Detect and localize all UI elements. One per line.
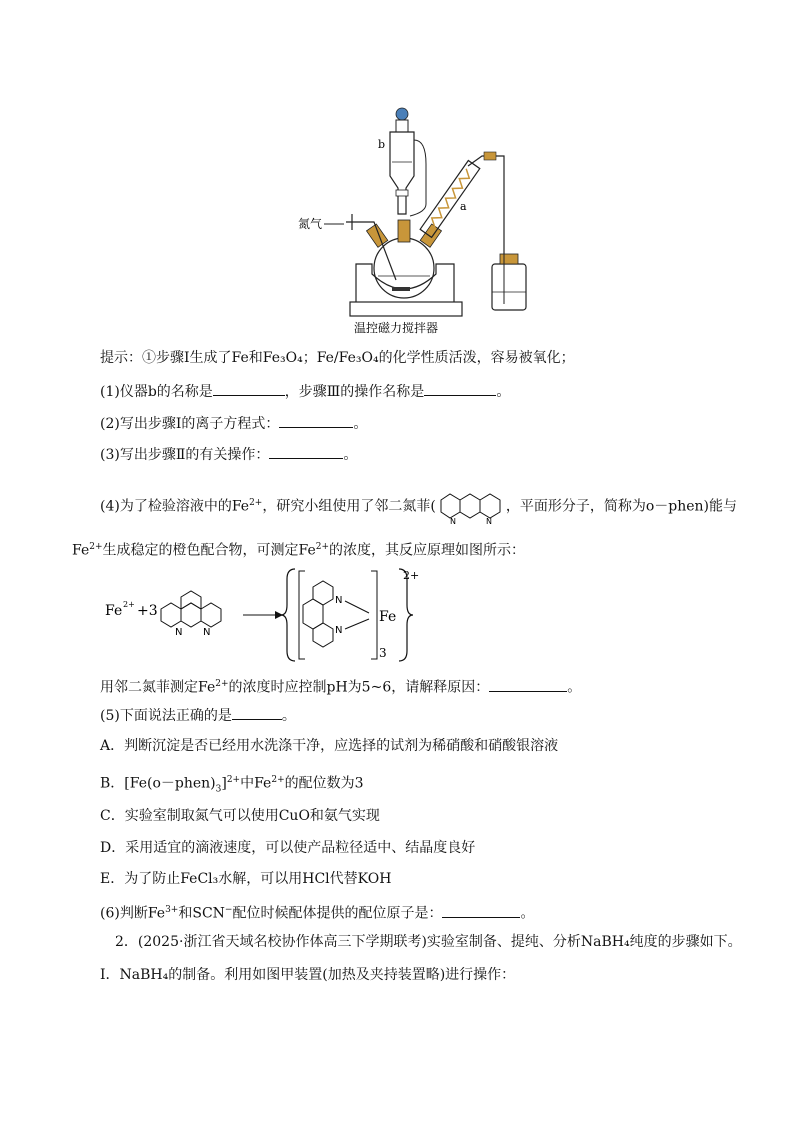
question-4: (4)为了检验溶液中的$Fe^{2+}$，研究小组使用了邻二氮菲( N N ，平面形分子，简称为o－phen)能与 [100,484,737,526]
reaction-scheme [103,565,423,665]
gas-bottle [492,264,526,310]
option-a: A．判断沉淀是否已经用水洗涤干净，应选择的试剂为稀硝酸和硝酸银溶液 [100,738,559,754]
label-a: a [460,200,467,213]
svg-text:N: N [203,627,211,638]
answer-blank[interactable] [442,903,520,918]
answer-blank[interactable] [269,444,343,459]
svg-text:3: 3 [379,646,387,660]
svg-text:+3: +3 [137,603,158,619]
svg-text:Fe: Fe [105,603,123,619]
svg-text:2+: 2+ [123,600,135,609]
question-4-ask: 用邻二氮菲测定$Fe^{2+}$的浓度时应控制pH为5~6，请解释原因： 。 [100,674,581,698]
option-c: C．实验室制取氮气可以使用CuO和氨气实现 [100,808,380,824]
funnel-stopper [396,108,408,120]
svg-text:N: N [335,595,343,606]
option-d: D．采用适宜的滴液速度，可以使产品粒径适中、结晶度良好 [100,840,476,856]
condenser [420,161,480,238]
svg-text:Fe: Fe [379,609,397,625]
problem-2-step-1: Ⅰ．NaBH₄的制备。利用如图甲装置(加热及夹持装置略)进行操作： [100,967,516,983]
label-gas: 氮气 [298,217,323,231]
hint-line: 提示：①步骤Ⅰ生成了Fe和Fe₃O₄；Fe/Fe₃O₄的化学性质活泼，容易被氧化； [100,350,575,366]
stirrer-base [350,302,462,316]
question-2: (2)写出步骤Ⅰ的离子方程式： 。 [100,413,367,434]
answer-blank[interactable] [279,413,353,428]
svg-text:N: N [335,625,343,636]
brace-left [281,569,295,661]
svg-text:N: N [449,516,456,526]
answer-blank[interactable] [213,381,285,396]
phenanthroline-structure [436,488,506,526]
question-5: (5)下面说法正确的是 。 [100,705,296,726]
question-6: (6)判断$Fe^{3+}$和SCN−配位时候配体提供的配位原子是： 。 [100,900,534,924]
problem-2-header: 2．(2025·浙江省天域名校协作体高三下学期联考)实验室制备、提纯、分析NaBH₄纯度的步骤如下。 [115,934,742,950]
answer-blank[interactable] [489,677,567,692]
apparatus-caption: 温控磁力搅拌器 [354,321,439,335]
option-e: E．为了防止FeCl₃水解，可以用HCl代替KOH [100,871,392,887]
outlet-tube [468,156,504,254]
question-4-line2: $Fe^{2+}$生成稳定的橙色配合物，可测定$Fe^{2+}$的浓度，其反应原理如图所示： [72,542,526,559]
apparatus-figure [292,104,532,336]
svg-text:N: N [175,627,183,638]
label-b: b [378,138,386,151]
phen-reactant [161,591,221,638]
answer-blank[interactable] [424,381,496,396]
dropping-funnel [390,132,414,214]
option-b: B．$[Fe(o-phen)_3]^{2+}$中$Fe^{2+}$的配位数为3 [100,775,364,795]
question-3: (3)写出步骤Ⅱ的有关操作： 。 [100,444,357,465]
answer-blank[interactable] [232,705,282,720]
stir-bar [392,287,410,291]
stirrer-body [356,264,454,302]
svg-text:N: N [485,516,492,526]
phen-ligand [303,581,369,647]
svg-text:2+: 2+ [403,569,420,582]
question-1: (1)仪器b的名称是 ，步骤Ⅲ的操作名称是 。 [100,381,510,402]
brace-right [399,569,413,661]
